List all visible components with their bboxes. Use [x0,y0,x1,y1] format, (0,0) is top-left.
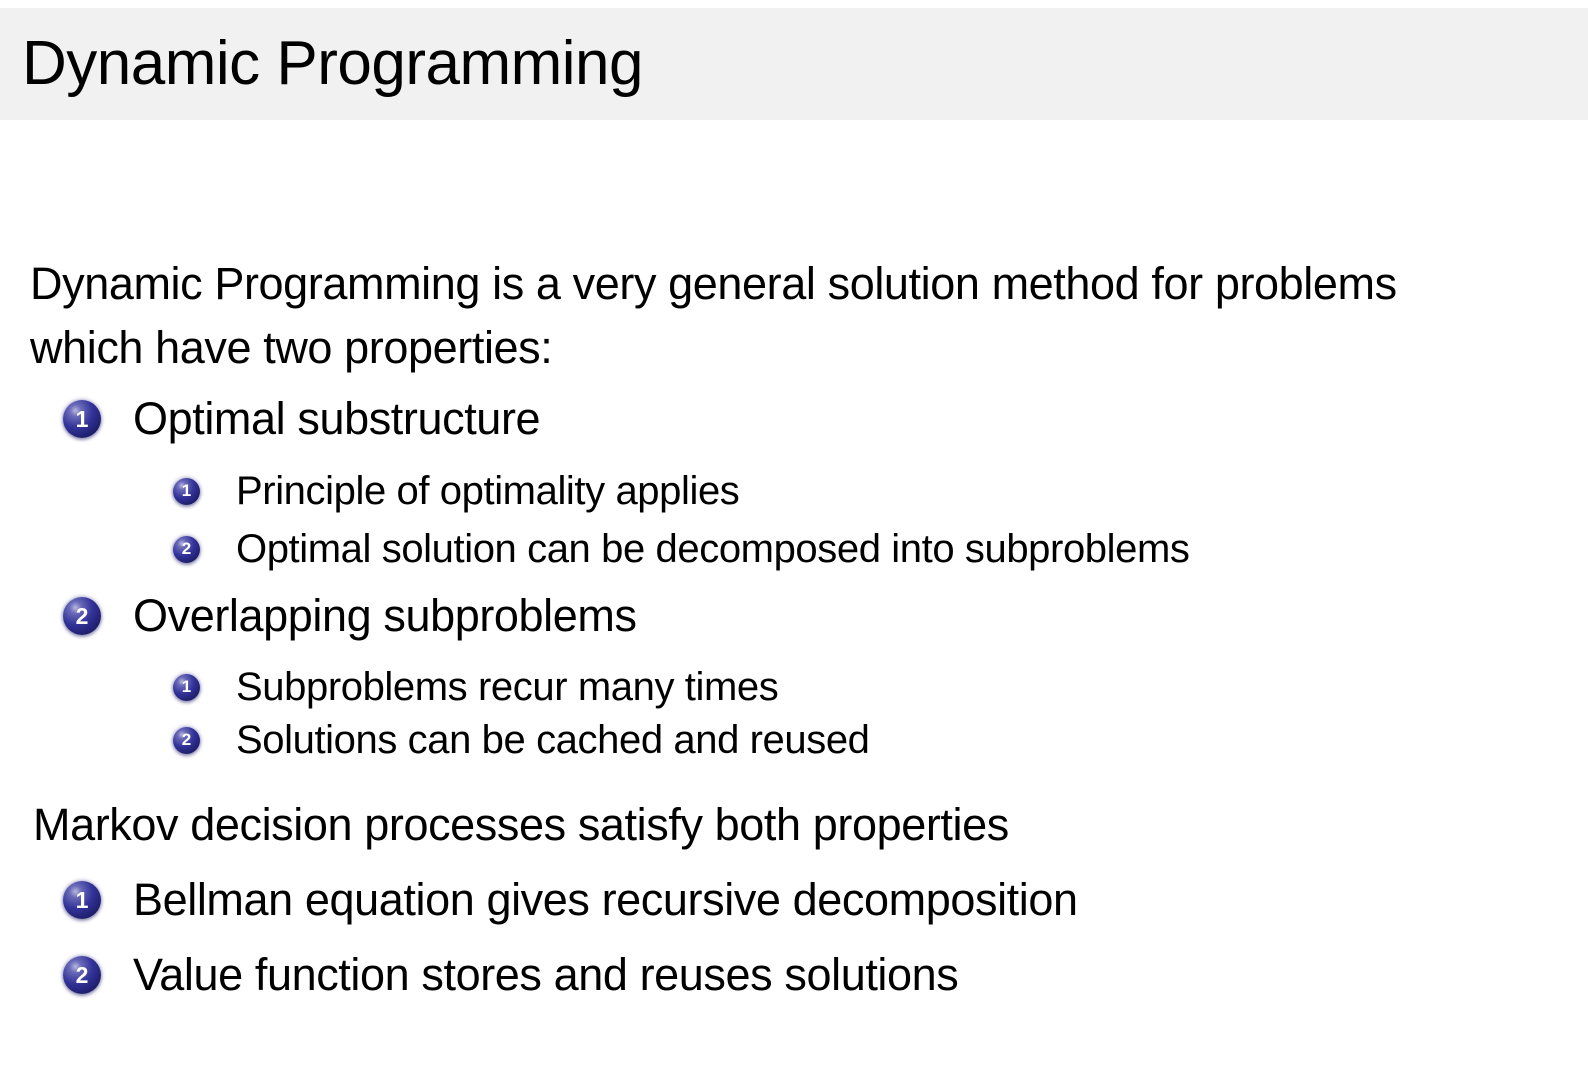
list-item [63,590,637,642]
slide-header [0,8,1588,120]
intro-line-2: which have two properties: [30,322,553,373]
list-subitem [173,717,870,763]
slide-title: Dynamic Programming [22,29,644,98]
numbered-ball-icon: 2 [63,956,101,994]
list-subitem [173,468,739,514]
list-subitem-label: Optimal solution can be decomposed into subproblems [236,527,1190,571]
numbered-ball-icon: 1 [173,674,200,701]
list-item [63,393,540,445]
numbered-ball-icon: 1 [173,478,200,505]
list-item-label: Bellman equation gives recursive decomposition [133,874,1078,925]
numbered-ball-icon: 2 [63,597,101,635]
list-item [63,949,958,1001]
intro-line-1: Dynamic Programming is a very general solution method for problems [30,258,1397,309]
list-subitem [173,526,1190,572]
list-subitem-label: Principle of optimality applies [236,469,740,513]
list-item [63,874,1078,926]
list-subitem-label: Solutions can be cached and reused [236,718,870,762]
list-item-label: Value function stores and reuses solutions [133,949,959,1000]
numbered-ball-icon: 1 [63,400,101,438]
list-subitem-label: Subproblems recur many times [236,665,779,709]
list-subitem [173,664,778,710]
numbered-ball-icon: 2 [173,727,200,754]
mdp-statement: Markov decision processes satisfy both properties [33,799,1009,850]
list-item-label: Optimal substructure [133,393,541,444]
numbered-ball-icon: 1 [63,881,101,919]
numbered-ball-icon: 2 [173,536,200,563]
list-item-label: Overlapping subproblems [133,590,637,641]
